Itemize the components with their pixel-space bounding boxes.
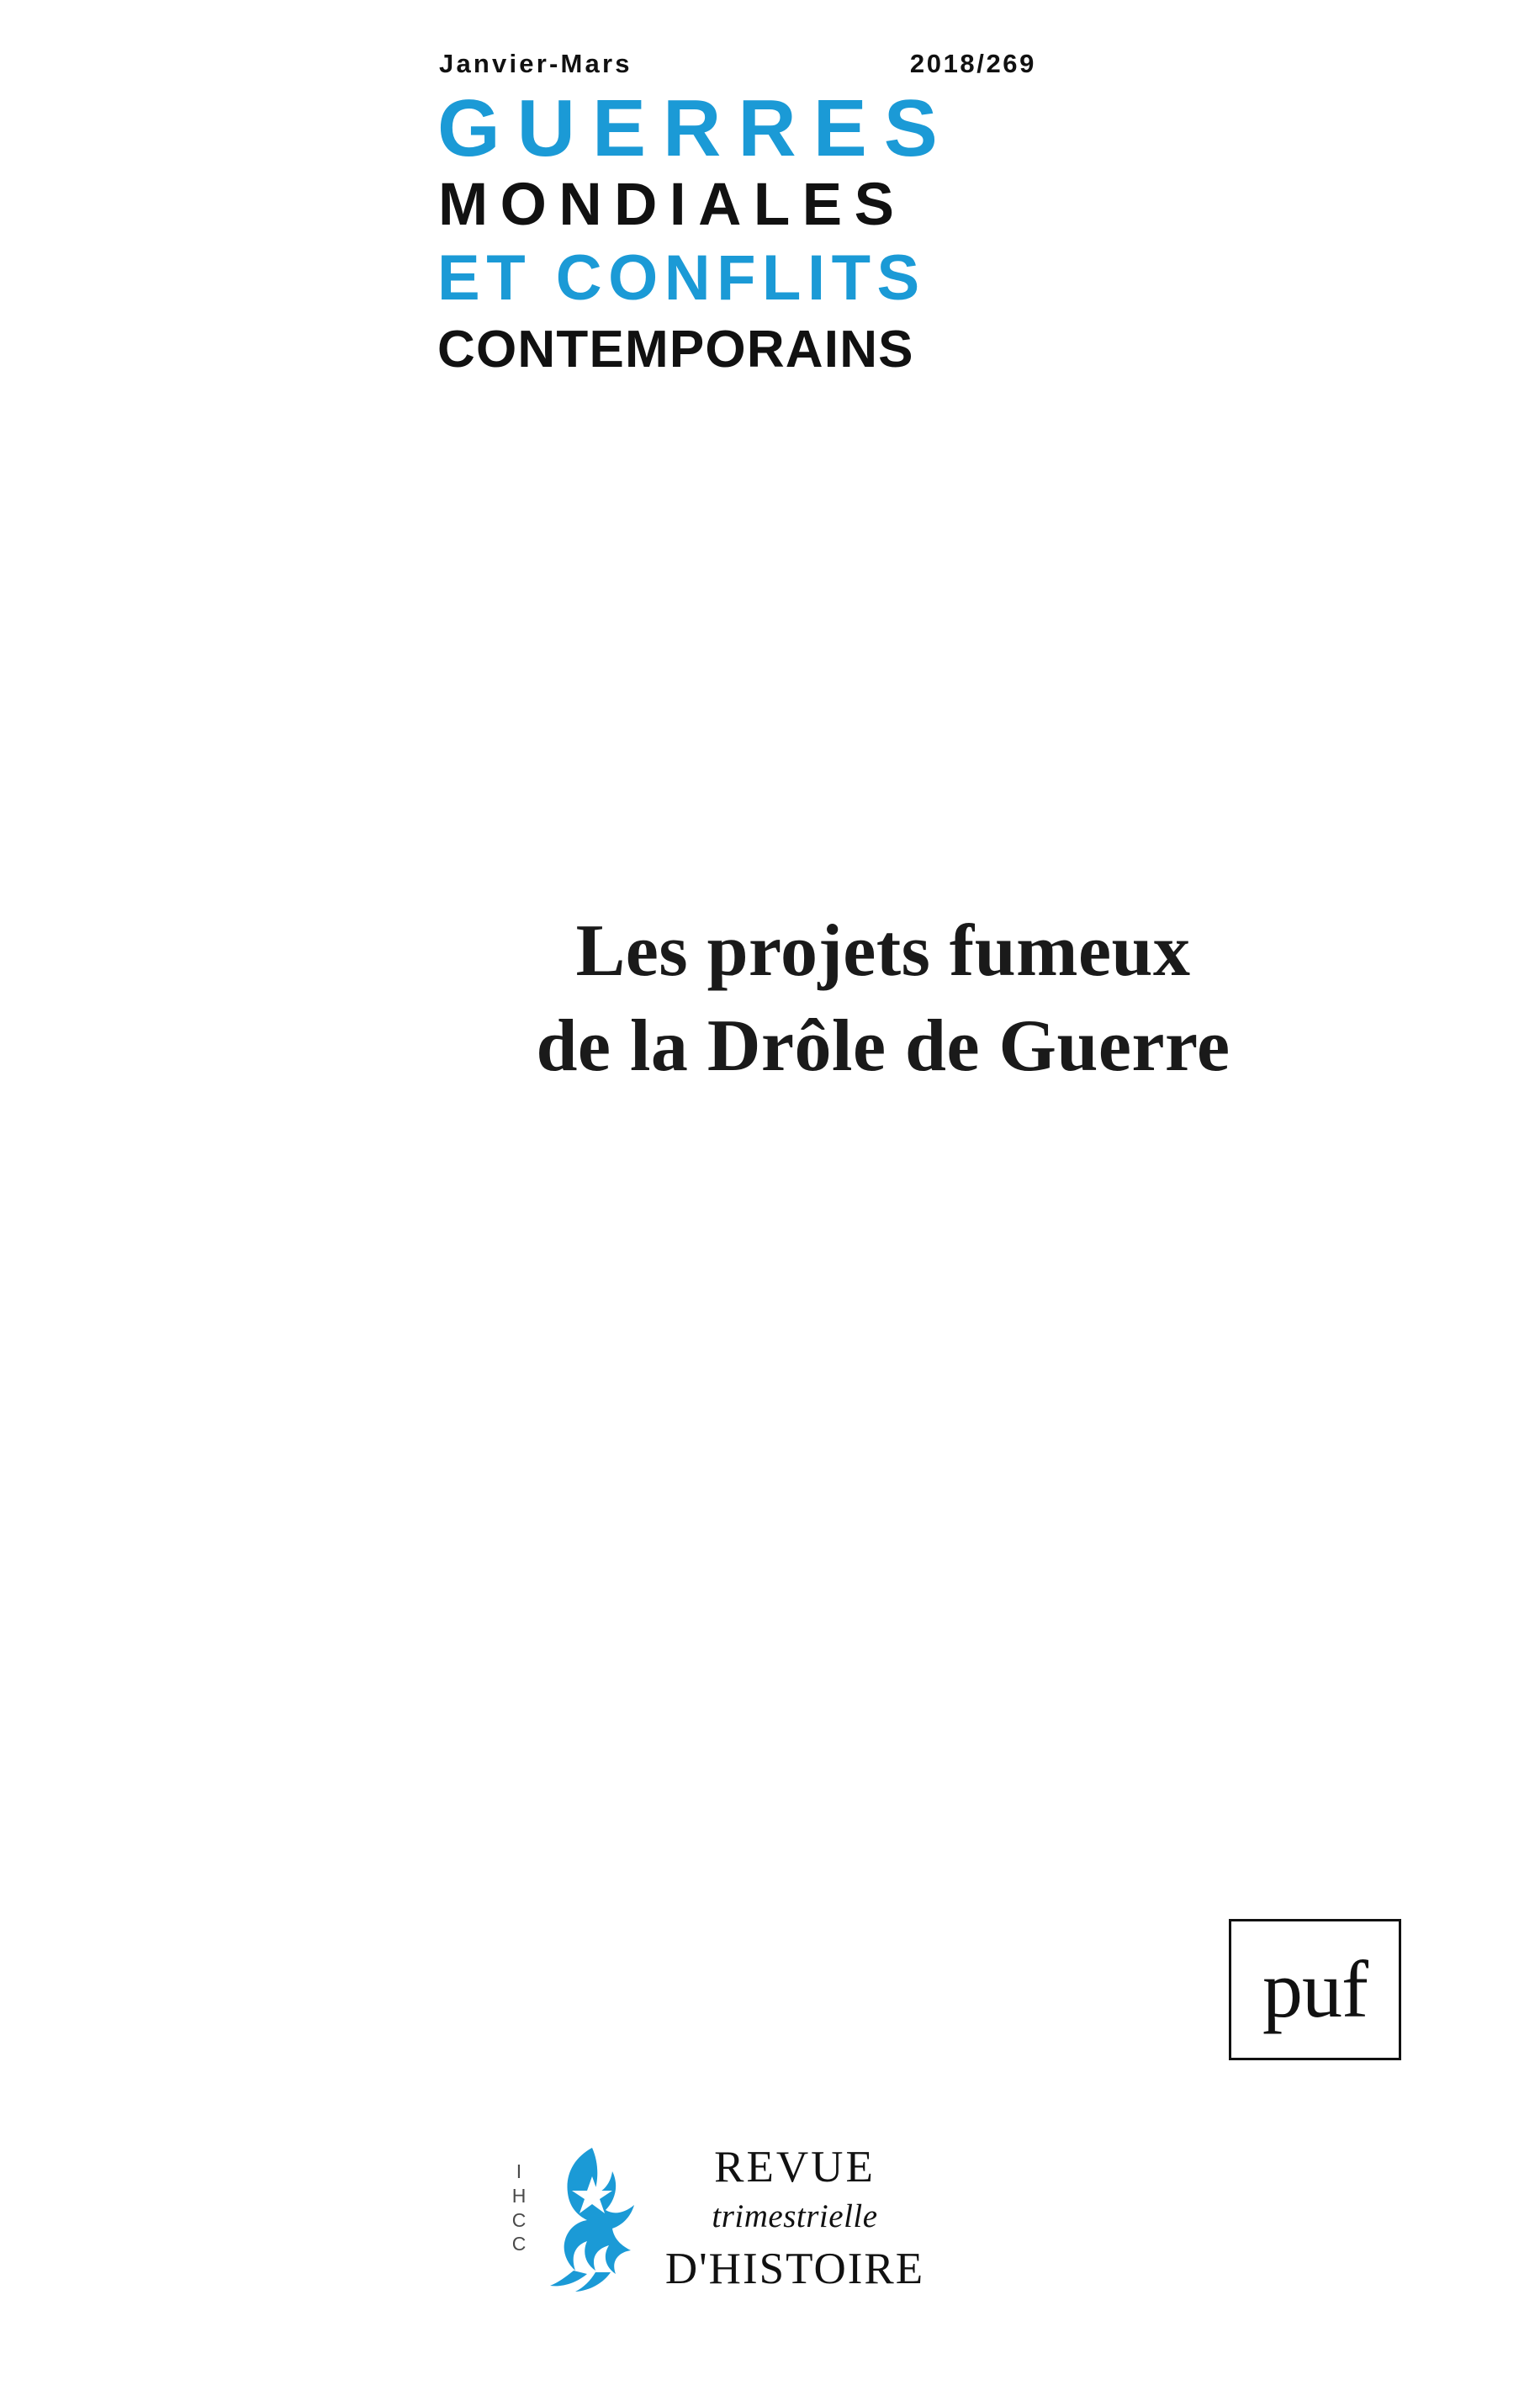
journal-title-line-4: CONTEMPORAINS [437, 320, 914, 379]
journal-title-line-2: MONDIALES [438, 171, 907, 238]
issue-line [434, 49, 1040, 79]
dossier-title-line-2: de la Drôle de Guerre [536, 1004, 1230, 1087]
revue-label-line-3: D'HISTOIRE [664, 2244, 925, 2293]
institute-letter-i: I [516, 2160, 522, 2182]
footer-logo-block [505, 2141, 942, 2318]
issue-dossier-title [336, 904, 1430, 1094]
dossier-title-line-1: Les projets fumeux [575, 910, 1191, 992]
journal-title-line-3: ET CONFLITS [437, 242, 926, 315]
institute-letter-c2: C [511, 2233, 527, 2255]
publisher-logo [1229, 1919, 1401, 2060]
publisher-logo-text: puf [1262, 1944, 1368, 2034]
revue-label [660, 2143, 929, 2293]
journal-title-line-1: GUERRES [437, 83, 955, 173]
revue-label-line-2: trimestrielle [712, 2198, 878, 2235]
institute-letter-h: H [511, 2184, 527, 2207]
bird-star-icon [540, 2144, 649, 2292]
issue-date: Janvier-Mars [439, 49, 632, 78]
revue-label-line-1: REVUE [714, 2143, 876, 2192]
institute-letter-c1: C [511, 2208, 527, 2231]
issue-number: 2018/269 [909, 49, 1036, 78]
journal-masthead [434, 49, 1040, 379]
institute-acronym [505, 2160, 533, 2256]
